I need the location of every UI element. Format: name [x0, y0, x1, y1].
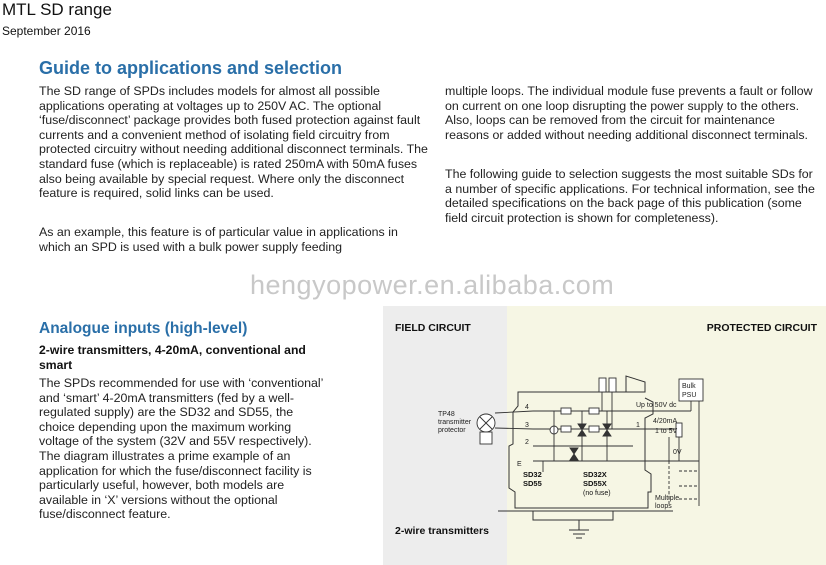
diagram-caption: 2-wire transmitters — [395, 525, 489, 537]
watermark: hengyopower.en.alibaba.com — [250, 270, 615, 300]
example-paragraph: As an example, this feature is of particular value in applications in which an SPD is used with a bulk power supply feeding — [39, 225, 398, 254]
zero-volt-label: 0V — [673, 449, 682, 456]
model-sd32: SD32 — [523, 470, 542, 479]
model-sd55: SD55 — [523, 479, 542, 488]
analogue-title: Analogue inputs (high-level) — [39, 320, 248, 337]
terminal-3: 3 — [525, 422, 529, 429]
bulk-psu-label-1: Bulk — [682, 383, 696, 390]
terminal-2: 2 — [525, 439, 529, 446]
bulk-psu-label-2: PSU — [682, 392, 697, 399]
wiring-diagram — [383, 306, 826, 565]
document-date: September 2016 — [2, 24, 91, 38]
multiple-loops-label-2: loops — [655, 503, 672, 510]
analogue-body: The SPDs recommended for use with ‘conventional’ and ‘smart’ 4-20mA transmitters (fed by a well-regulated supply) are the SD32 and SD55, the choice depending upon the maximum working voltage of the system (32V and 55V respectively). The diagram illustrates a prime example of an application for which the fuse/disconnect facility is particularly useful, however, both models are available in ‘X’ versions without the optional fuse/disconnect feature. — [39, 376, 323, 522]
tp48-label-2: transmitter — [438, 419, 472, 426]
intro-paragraph: The SD range of SPDs includes models for almost all possible applications operating at voltages up to 250V AC. The optional ‘fuse/disconnect’ package provides both fused protection against fault currents and a convenient method of isolating field circuitry from protected circuitry without needing additional disconnect terminals. The standard fuse (which is replaceable) is rated 250mA with 50mA fuses also being available by special request. Where only the disconnect feature is required, solid links can be used. — [39, 84, 428, 201]
field-circuit-label: FIELD CIRCUIT — [395, 322, 471, 334]
document-title: MTL SD range — [2, 0, 112, 19]
model-sd55x: SD55X — [583, 479, 607, 488]
terminal-4: 4 — [525, 404, 529, 411]
tp48-label-1: TP48 — [438, 411, 455, 418]
loops-paragraph: multiple loops. The individual module fuse prevents a fault or follow on current on one loop disrupting the power supply to the others. Also, loops can be removed from the circuit for maintenance reasons or added without needing additional disconnect terminals. — [445, 84, 813, 142]
analogue-subheading: 2-wire transmitters, 4-20mA, conventional and smart — [39, 343, 306, 372]
range-label: 1 to 5V — [655, 428, 678, 435]
model-sd32x: SD32X — [583, 470, 607, 479]
terminal-e: E — [517, 461, 522, 468]
selection-paragraph: The following guide to selection suggests the most suitable SDs for a number of specific applications. For technical information, see the detailed specifications on the back page of this publication (some field circuit protection is shown for completeness). — [445, 167, 815, 225]
terminal-1: 1 — [636, 422, 640, 429]
protected-circuit-panel — [507, 306, 826, 565]
multiple-loops-label-1: Multiple — [655, 495, 680, 502]
voltage-label: Up to 50V dc — [636, 402, 677, 409]
tp48-label-3: protector — [438, 427, 466, 434]
model-no-fuse: (no fuse) — [583, 490, 611, 497]
protected-circuit-label: PROTECTED CIRCUIT — [706, 322, 817, 334]
section-title: Guide to applications and selection — [39, 58, 343, 78]
current-label: 4/20mA — [653, 418, 678, 425]
